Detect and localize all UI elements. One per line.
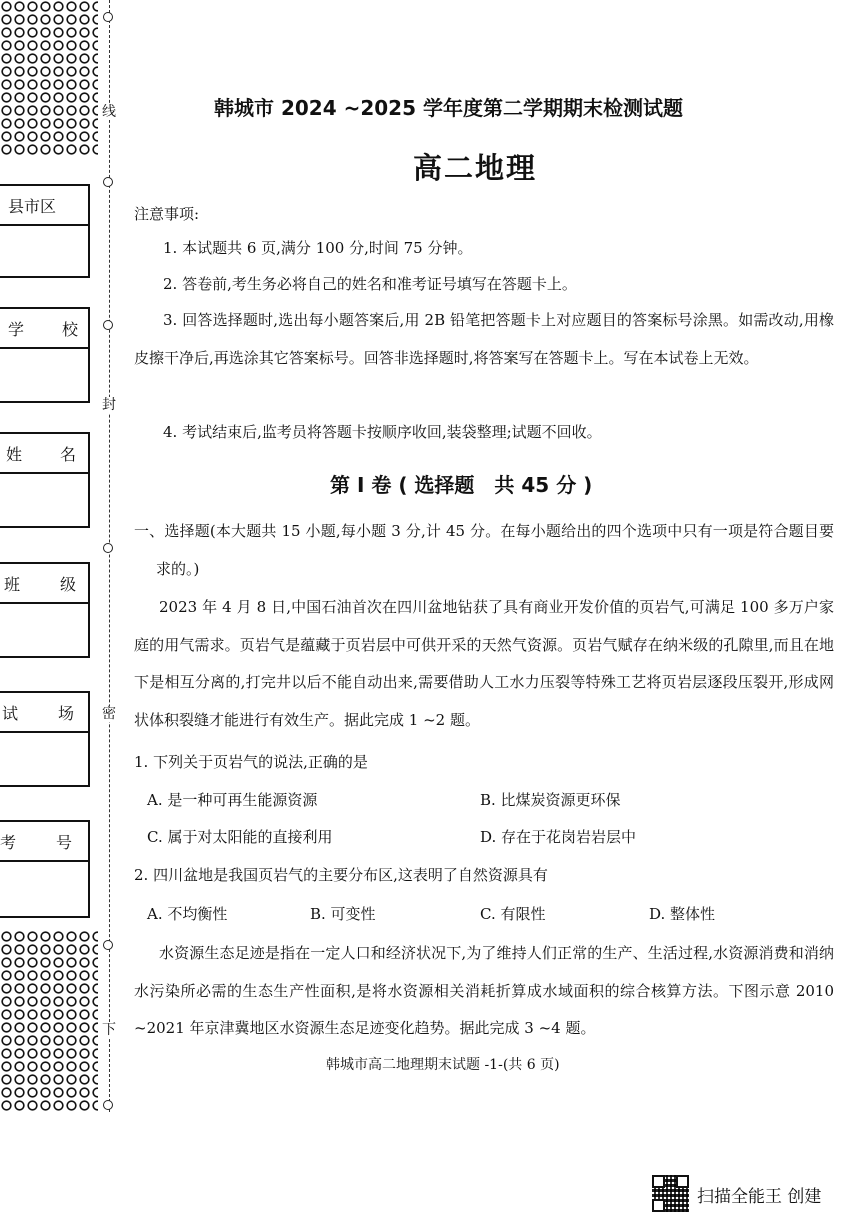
notice-item: 4. 考试结束后,监考员将答题卡按顺序收回,装袋整理;试题不回收。 (163, 423, 602, 441)
question-option[interactable]: D. 整体性 (649, 905, 716, 923)
field-box-name[interactable] (0, 432, 90, 528)
page-footer: 韩城市高二地理期末试题 -1-(共 6 页) (326, 1057, 560, 1073)
question-option[interactable]: C. 有限性 (480, 905, 546, 923)
field-label-exam-number: 考号 (0, 832, 72, 852)
field-box-class[interactable] (0, 562, 90, 658)
field-box-room[interactable] (0, 691, 90, 787)
notice-item: 1. 本试题共 6 页,满分 100 分,时间 75 分钟。 (163, 239, 473, 257)
binding-dot-pattern-bottom (0, 930, 98, 1112)
question-stem: 1. 下列关于页岩气的说法,正确的是 (134, 753, 368, 771)
seal-circle (103, 543, 113, 553)
field-box-county[interactable] (0, 184, 90, 278)
field-label-class: 班级 (4, 574, 76, 594)
notice-item: 2. 答卷前,考生务必将自己的姓名和准考证号填写在答题卡上。 (163, 275, 577, 293)
section-title: 第 Ⅰ 卷 ( 选择题 共 45 分 ) (330, 473, 593, 497)
field-label-school: 学校 (8, 319, 78, 339)
field-label-county: 县市区 (8, 196, 57, 216)
field-label-room: 试场 (2, 703, 74, 723)
field-label-name: 姓名 (6, 444, 76, 464)
question-option[interactable]: A. 是一种可再生能源资源 (147, 791, 318, 809)
scanner-watermark: 扫描全能王 创建 (697, 1187, 822, 1207)
seal-circle (103, 320, 113, 330)
exam-title: 韩城市 2024 ~2025 学年度第二学期期末检测试题 (214, 96, 683, 120)
seal-char: 密 (102, 706, 116, 722)
seal-char: 封 (102, 397, 116, 413)
binding-dot-pattern-top (0, 0, 98, 156)
seal-char: 下 (102, 1022, 116, 1038)
seal-circle (103, 940, 113, 950)
notice-item: 3. 回答选择题时,选出每小题答案后,用 2B 铅笔把答题卡上对应题目的答案标号涂黑。如需改动,用橡皮擦干净后,再选涂其它答案标号。回答非选择题时,将答案写在答题卡上。写在本试卷上无效。 (134, 311, 834, 367)
subject-title: 高二地理 (412, 151, 537, 185)
field-box-school[interactable] (0, 307, 90, 403)
question-option[interactable]: D. 存在于花岗岩岩层中 (480, 828, 637, 846)
seal-circle (103, 12, 113, 22)
question-option[interactable]: B. 比煤炭资源更环保 (480, 791, 621, 809)
notice-heading: 注意事项: (134, 205, 200, 223)
seal-circle (103, 1100, 113, 1110)
passage-water-footprint: 水资源生态足迹是指在一定人口和经济状况下,为了维持人们正常的生产、生活过程,水资源消费和消纳水污染所必需的生态生产性面积,是将水资源相关消耗折算成水域面积的综合核算方法。下图示意 2010 ~2021 年京津冀地区水资源生态足迹变化趋势。据此完成 3 ~4 题。 (134, 944, 834, 1037)
question-option[interactable]: C. 属于对太阳能的直接利用 (147, 828, 333, 846)
seal-char: 线 (102, 104, 116, 120)
qr-code-icon (652, 1175, 689, 1212)
section-instruction: 一、选择题(本大题共 15 小题,每小题 3 分,计 45 分。在每小题给出的四个选项中只有一项是符合题目要求的。) (134, 522, 834, 578)
question-stem: 2. 四川盆地是我国页岩气的主要分布区,这表明了自然资源具有 (134, 866, 548, 884)
passage-shale-gas: 2023 年 4 月 8 日,中国石油首次在四川盆地钻获了具有商业开发价值的页岩气,可满足 100 多万户家庭的用气需求。页岩气是蕴藏于页岩层中可供开采的天然气资源。页岩气赋存在纳米级的孔隙里,而且在地下是相互分离的,打完井以后不能自动出来,需要借助人工水力压裂等特殊工艺将页岩层逐段压裂开,形成网状体积裂缝才能进行有效生产。据此完成 1 ~2 题。 (134, 598, 834, 729)
question-option[interactable]: B. 可变性 (310, 905, 376, 923)
field-box-exam-number[interactable] (0, 820, 90, 918)
question-option[interactable]: A. 不均衡性 (147, 905, 228, 923)
